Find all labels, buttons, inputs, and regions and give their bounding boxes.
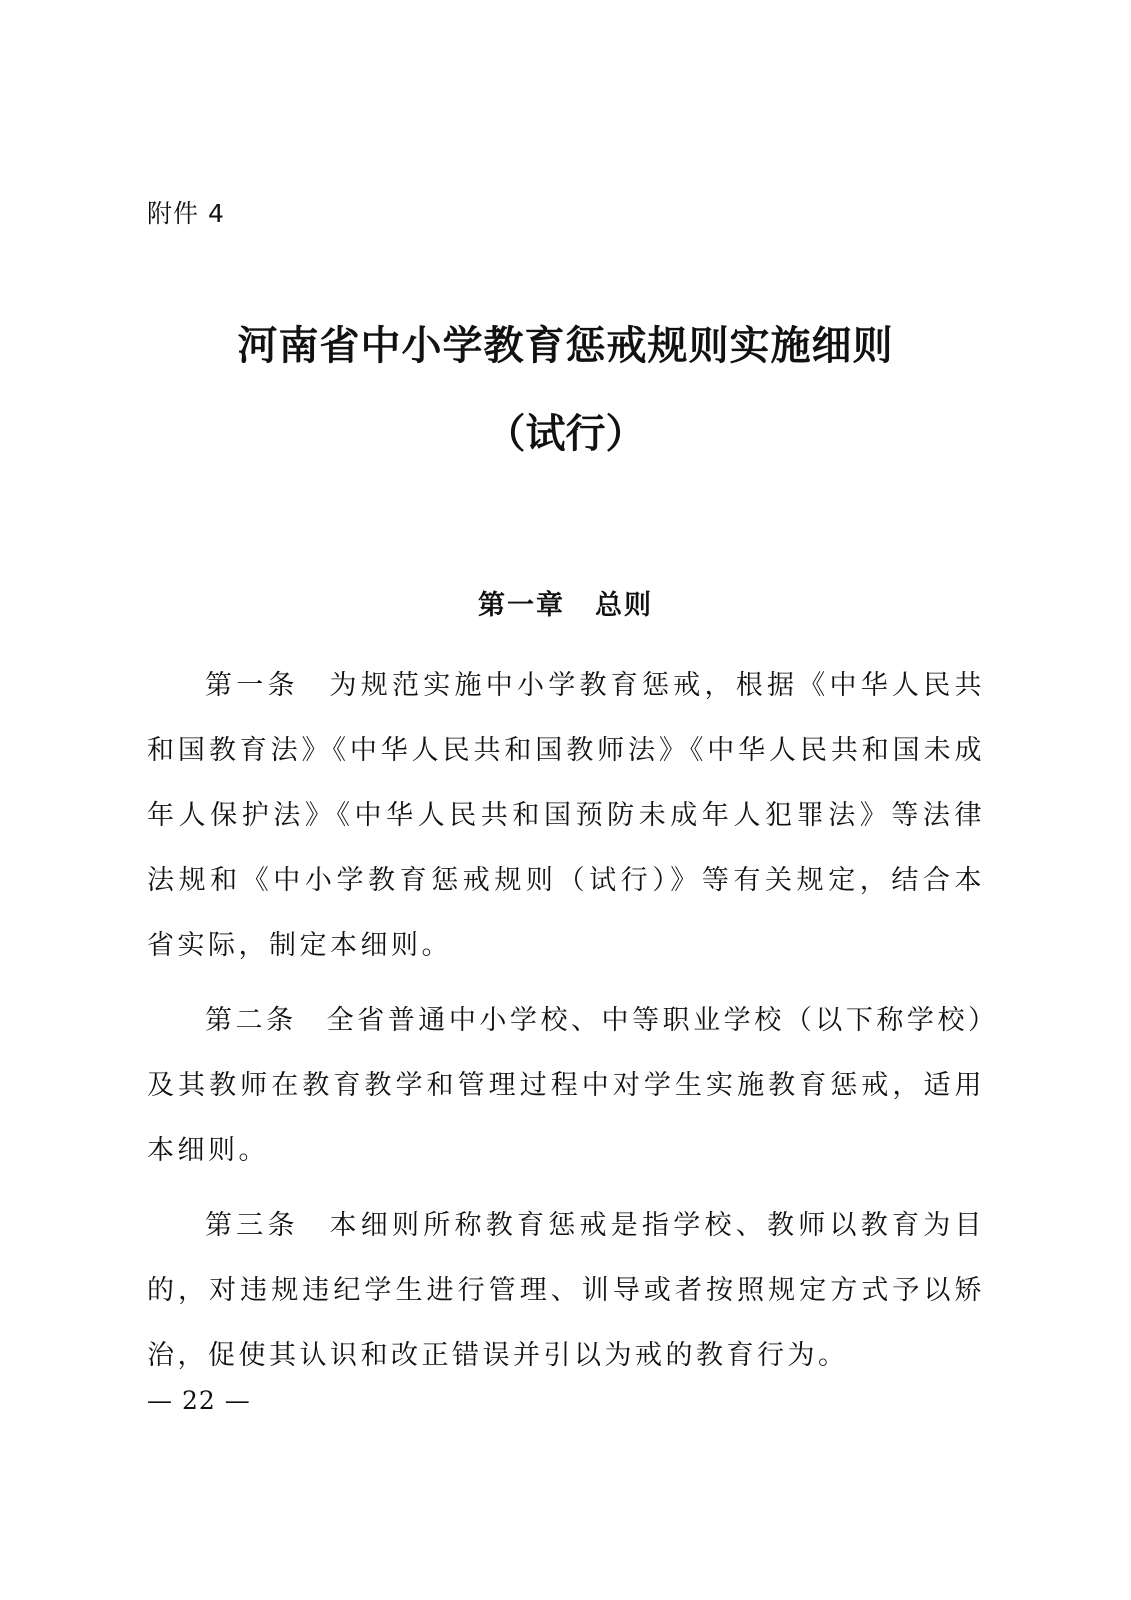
article-number: 第三条 bbox=[205, 1210, 299, 1241]
attachment-label: 附件 4 bbox=[147, 199, 225, 228]
article-text: 全省普通中小学校、中等职业学校（以下称学校）及其教师在教育教学和管理过程中对学生实施教育惩戒，适用本细则。 bbox=[147, 1005, 986, 1166]
article-paragraph bbox=[147, 653, 985, 978]
chapter-number: 第一章 bbox=[478, 590, 565, 621]
document-subtitle: （试行） bbox=[485, 410, 646, 457]
article-paragraph bbox=[147, 988, 985, 1183]
chapter-name: 总则 bbox=[595, 590, 653, 621]
page-number: — 22 — bbox=[147, 1386, 251, 1415]
document-title: 河南省中小学教育惩戒规则实施细则 bbox=[237, 322, 894, 369]
chapter-heading bbox=[0, 588, 1131, 624]
article-number: 第二条 bbox=[205, 1005, 297, 1036]
article-text: 为规范实施中小学教育惩戒，根据《中华人民共和国教育法》《中华人民共和国教师法》《中华人民共和国未成年人保护法》《中华人民共和国预防未成年人犯罪法》等法律法规和《中小学教育惩戒规则（试行）》等有关规定，结合本省实际，制定本细则。 bbox=[147, 670, 985, 961]
article-paragraph bbox=[147, 1193, 985, 1388]
article-text: 本细则所称教育惩戒是指学校、教师以教育为目的，对违规违纪学生进行管理、训导或者按照规定方式予以矫治，促使其认识和改正错误并引以为戒的教育行为。 bbox=[147, 1210, 985, 1371]
article-number: 第一条 bbox=[205, 670, 299, 701]
